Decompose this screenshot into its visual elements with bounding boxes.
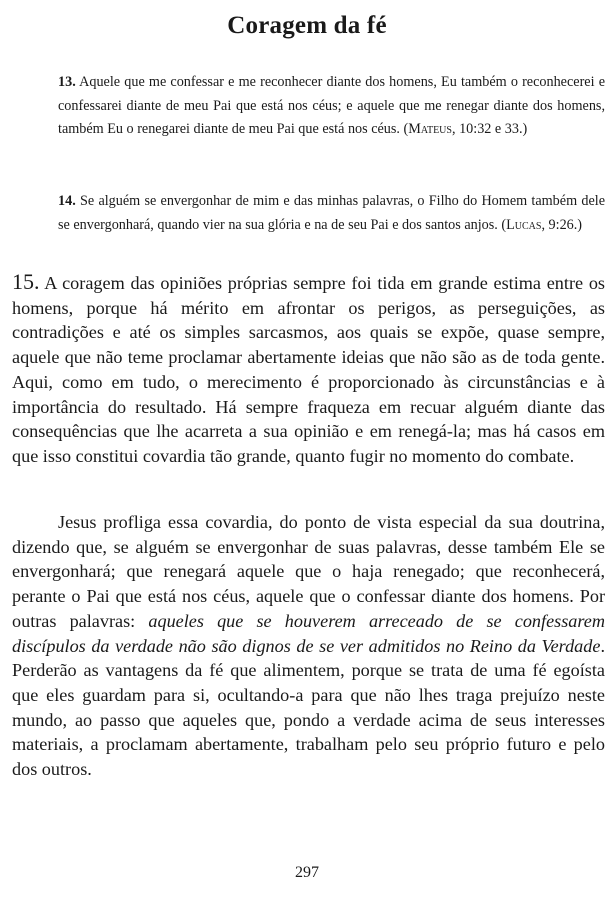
verse-14 [58,190,605,237]
paragraph-text-after: . Perderão as vantagens da fé que alimentem, porque se trata de uma fé egoísta que eles guardam para si, ocultando-a para que não lhes traga prejuízo neste mundo, ao passo que aqueles que, pondo a verdade acima de seus interesses materiais, a proclamam abertamente, trabalham pelo seu próprio futuro e pelo dos outros. [12,635,605,780]
page-number: 297 [295,864,319,881]
paragraph-15 [12,270,605,469]
paragraph-jesus [12,510,605,782]
verse-source-ref: , 9:26.) [541,216,583,233]
paragraph-number: 15. [12,269,40,294]
verse-text: Aquele que me confessar e me reconhecer diante dos homens, Eu também o reconhecerei e confessarei diante de meu Pai que está nos céus; e aquele que me renegar diante dos homens, também Eu o renegarei diante de meu Pai que está nos céus. ( [58,74,605,138]
paragraph-text: A coragem das opiniões próprias sempre foi tida em grande estima entre os homens, porque há mérito em afrontar os perigos, as perseguições, as contradições e até os simples sarcasmos, aos quais se expõe, quase sempre, aquele que não teme proclamar abertamente ideias que não são as de toda gente. Aqui, como em tudo, o merecimento é proporcionado às circunstâncias e à importância do resultado. Há sempre fraqueza em recuar alguém diante das consequências que lhe acarreta a sua opinião e em renegá-la; mas há casos em que isso constitui covardia tão grande, quanto fugir no momento do combate. [12,273,605,466]
verse-source-name: Mateus [408,121,452,138]
verse-source-name: Lucas [506,216,542,233]
paragraph-italic-quote: aqueles que se houverem arreceado de se confessarem discípulos da verdade não são dignos de se ver admitidos no Reino da Verdade [12,610,605,656]
verse-source-ref: , 10:32 e 33.) [451,121,528,138]
paragraph-text-before: Jesus profliga essa covardia, do ponto de vista especial da sua doutrina, dizendo que, se alguém se envergonhar de suas palavras, desse também Ele se envergonhará; que renegará aquele que o haja renegado; que reconhecerá, perante o Pai que está nos céus, aquele que o confessar diante dos homens. Por outras palavras: [12,512,605,631]
verse-number: 14. [58,193,76,209]
verse-text: Se alguém se envergonhar de mim e das minhas palavras, o Filho do Homem também dele se envergonhará, quando vier na sua glória e na de seu Pai e dos santos anjos. ( [58,193,605,233]
page-title: Coragem da fé [227,12,387,39]
verse-number: 13. [58,74,76,90]
verse-13 [58,71,605,142]
